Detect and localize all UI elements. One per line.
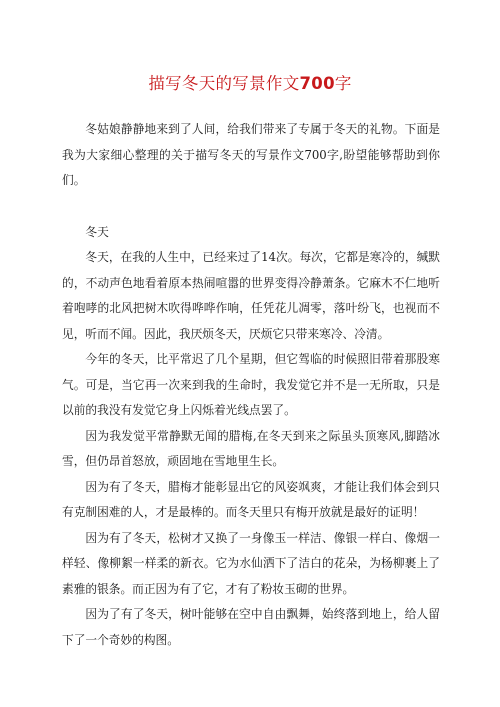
body-paragraph: 因为了有了冬天，树叶能够在空中自由飘舞，始终落到地上，给人留下了一个奇妙的构图。 bbox=[62, 607, 440, 647]
body-paragraph: 冬天，在我的人生中，已经来过了14次。每次，它都是寒冷的，缄默的，不动声色地看着原本热闹喧嚣的世界变得冷静萧条。它麻木不仁地听着咆哮的北风把树木吹得哗哗作响，任凭花儿凋零，落叶纷飞，也视而不见，听而不闻。因此，我厌烦冬天，厌烦它只带来寒冷、冷清。 bbox=[62, 250, 440, 341]
body-paragraph: 因为有了冬天，腊梅才能彰显出它的风姿飒爽，才能让我们体会到只有克制困难的人，才是最棒的。而冬天里只有梅开放就是最好的证明！ bbox=[62, 479, 440, 519]
intro-paragraph: 冬姑娘静静地来到了人间，给我们带来了专属于冬天的礼物。下面是我为大家细心整理的关于描写冬天的写景作文700字,盼望能够帮助到你们。 bbox=[62, 122, 440, 187]
section-heading: 冬天 bbox=[85, 224, 109, 239]
title-suffix: 字 bbox=[334, 74, 352, 93]
title-prefix: 描写冬天的写景作文 bbox=[148, 74, 300, 93]
body-paragraph: 因为我发觉平常静默无闻的腊梅,在冬天到来之际虽头顶寒风,脚踏冰雪，但仍昂首怒放，顽固地在雪地里生长。 bbox=[62, 428, 440, 468]
document-title bbox=[0, 73, 500, 95]
document-body bbox=[62, 117, 440, 653]
body-paragraph: 今年的冬天，比平常迟了几个星期，但它驾临的时候照旧带着那股寒气。可是，当它再一次来到我的生命时，我发觉它并不是一无所取，只是以前的我没有发觉它身上闪烁着光线点罢了。 bbox=[62, 352, 440, 417]
title-number: 700 bbox=[299, 74, 335, 93]
body-paragraph: 因为有了冬天，松树才又换了一身像玉一样洁、像银一样白、像烟一样轻、像柳絮一样柔的新衣。它为水仙洒下了洁白的花朵，为杨柳裹上了素雅的银条。而正因为有了它，才有了粉妆玉砌的世界。 bbox=[62, 530, 440, 596]
